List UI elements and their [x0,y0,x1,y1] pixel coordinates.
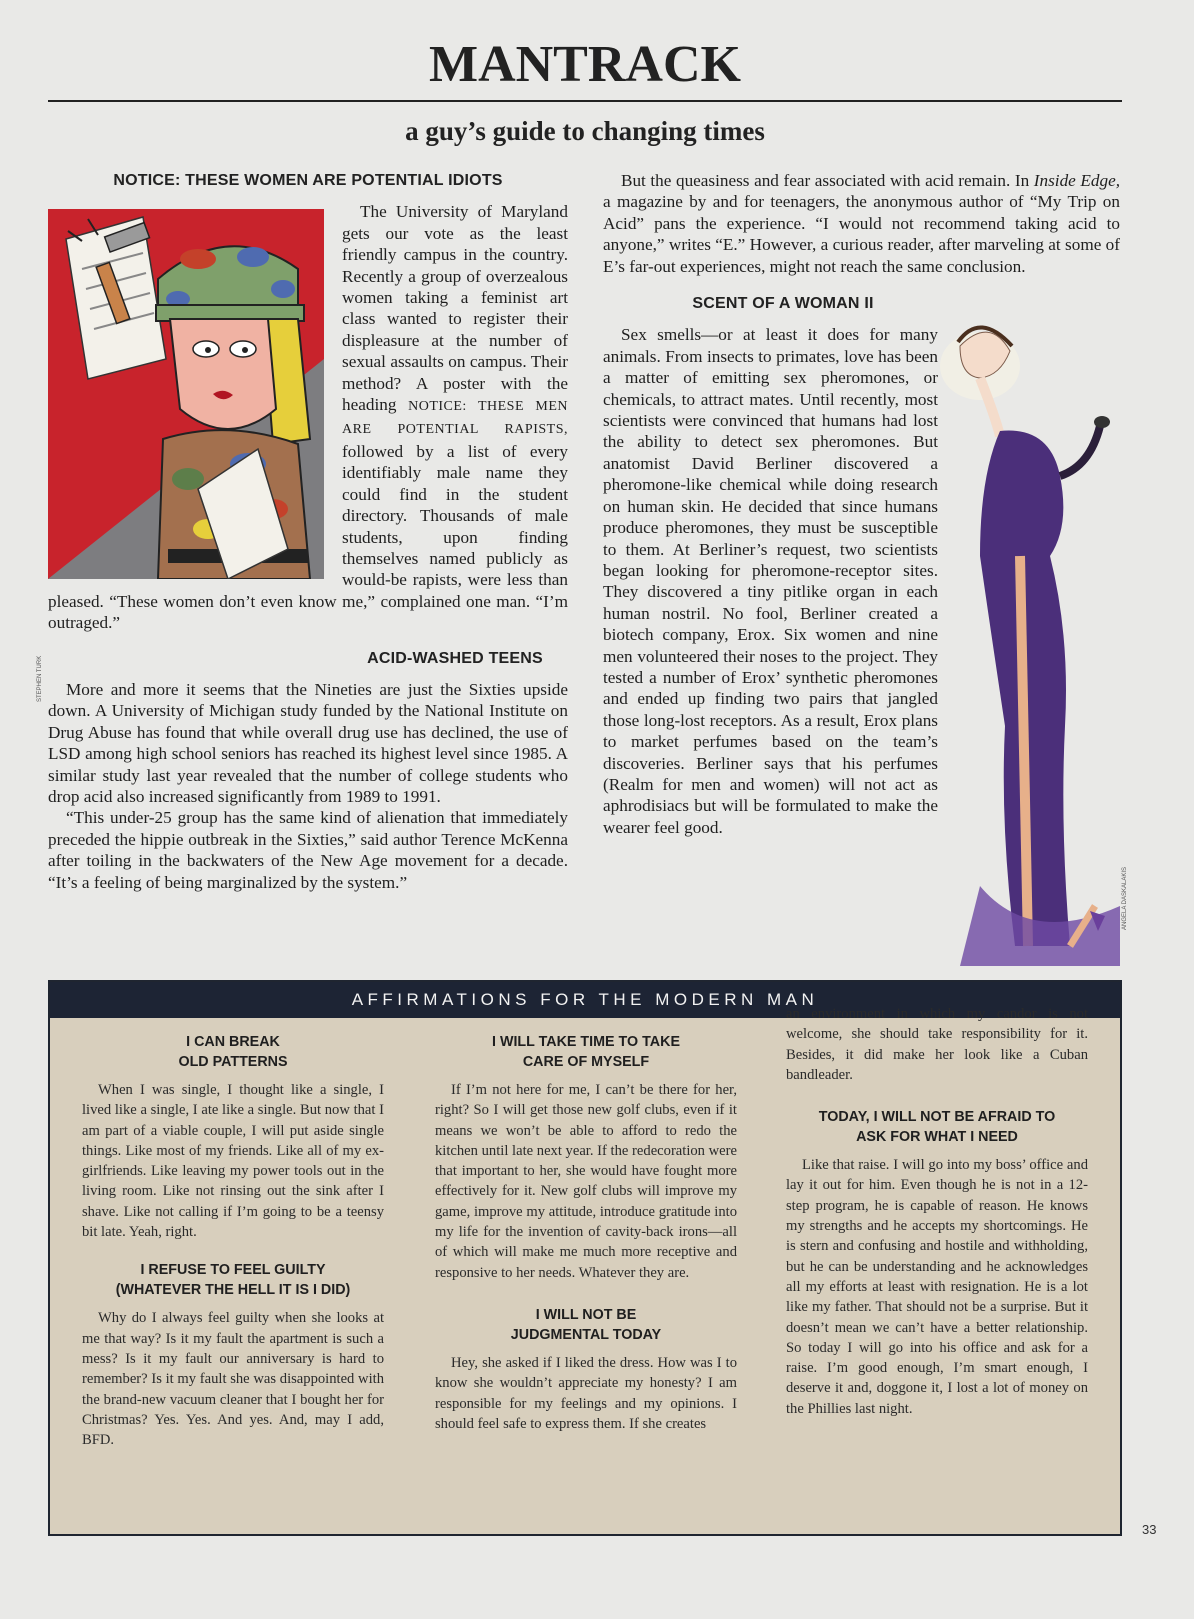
affirmation-heading-1 [82,1032,384,1072]
affirmation-body-5: Like that raise. I will go into my boss’ office and lay it out for him. Even though he is not in a 12-step program, he is capable of reason. He knows my strengths and he accepts my shortcomings. He is stern and confusing and hostile and withholding, but he can be understanding and he acknowledges all my efforts at least with resignation. He is a lot like my father. That should not be a surprise. But it doesn’t mean we can’t have a better relationship. So today I will go into his office and ask for a raise. I’m good enough, I’m smart enough, I deserve it and, doggone it, I lost a lot of money on the Phillies last night. [786,1157,1088,1417]
acid-text-b: a magazine by and for teenagers, the anonymous author of “My Trip on Acid” pans the experience. “I would not recommend taking acid to anyone,” writes “E.” However, a curious reader, after marveling at some of E’s far-out experiences, might not reach the same conclusion. [603,192,1120,276]
affirmation-heading-1-line2: OLD PATTERNS [178,1054,288,1070]
acid-paragraph-3 [603,170,1120,277]
affirmation-heading-3-line1: I WILL TAKE TIME TO TAKE [492,1034,680,1050]
inside-edge-title: Inside Edge, [1033,171,1120,190]
masthead [48,36,1122,147]
affirmation-heading-5 [786,1107,1088,1147]
acid-paragraph-2: “This under-25 group has the same kind of alienation that immediately preceded the hippie outbreak in the Sixties,” said author Terence McKenna after toiling in the backwaters of the New Age movement for a decade. “It’s a feeling of being marginalized by the system.” [48,808,568,892]
affirmations-banner: AFFIRMATIONS FOR THE MODERN MAN [50,982,1120,1018]
affirmation-heading-5-line1: TODAY, I WILL NOT BE AFRAID TO [818,1109,1056,1126]
affirmation-heading-1-line1: I CAN BREAK [186,1034,280,1050]
left-column [48,170,568,893]
notice-poster-heading: NOTICE: THESE MEN ARE POTENTIAL RAPISTS, [342,399,569,438]
poster-woman-illustration [48,209,324,579]
acid-paragraph-1: More and more it seems that the Nineties are just the Sixties upside down. A University of Michigan study funded by the National Institute on Drug Abuse has found that while overall drug use has declined, the use of LSD among high school seniors has reached its highest level since 1985. A similar study last year revealed that the number of college students who drop acid also increased significantly from 1989 to 1991. [48,679,568,806]
affirmation-heading-2-line1: I REFUSE TO FEEL GUILTY [140,1262,326,1279]
affirmation-body-4b: an environment in which my candor is not welcome, she should take responsibility for it. Besides, it did make her look like a Cuban bandleader. [786,1006,1088,1083]
scent-paragraph: Sex smells—or at least it does for many animals. From insects to primates, love has been a matter of emitting sex pheromones, or chemicals, to attract mates. Until recently, most scientists were convinced that humans had lost the ability to detect sex pheromones. But anatomist David Berliner discovered a pheromone-like chemical while doing research on human skin. He decided that since humans produce pheromones, they must be susceptible to them. At Berliner’s request, two scientists began looking for pheromone-receptor sites. They discovered a tiny pitlike organ in each human nostril. No fool, Berliner created a biotech company, Erox. Six women and nine men volunteered their noses to the project. They tested a number of Erox’ synthetic pheromones and ended up finding two pairs that jangled those long-lost receptors. As a result, Erox plans to market perfumes based on the team’s discoveries. Berliner says that his perfumes (Realm for men and women) will not act as aphrodisiacs but will be formulated to make the wearer feel good. [603,325,938,837]
page-number: 33 [1142,1522,1157,1537]
affirmation-body-1: When I was single, I thought like a single, I lived like a single, I ate like a single. But now that I am part of a viable couple, I will put aside single things. Like most of my friends. Like all of my ex-girlfriends. Like leaving my power tools out in the living room. Like not rinsing out the sink after I shave. Like not calling if I’m going to be a teensy bit late. Yeah, right. [82,1082,384,1241]
affirmations-column-2 [435,1032,737,1434]
affirmation-heading-5-line2: ASK FOR WHAT I NEED [856,1129,1018,1146]
affirmation-heading-3-line2: CARE OF MYSELF [522,1054,650,1070]
affirmation-body-4a: Hey, she asked if I liked the dress. How was I to know she wouldn’t appreciate my honesty? I am responsible for my feelings and my opinions. I should feel safe to express them. If she creates [435,1354,737,1432]
magazine-section-title: MANTRACK [429,36,741,93]
illustration-credit-right: ANGELA DASKALAKIS [1122,866,1128,930]
affirmation-body-2: Why do I always feel guilty when she looks at me that way? Is it my fault the apartment is such a mess? Is it my fault our anniversary is hard to remember? Is it my fault she was disappointed with the brand-new vacuum cleaner that I bought her for Christmas? Yes. Yes. And yes. And, may I add, BFD. [82,1310,384,1449]
affirmation-body-3: If I’m not here for me, I can’t be there for her, right? So I will get those new golf clubs, even if it means we won’t be able to afford to redo the kitchen until late next year. If the redecoration were that important to her, she would have fought more effectively for it. New golf clubs will improve my game, improve my attitude, introduce gratitude into my life for the invention of cavity-back irons—all of which will make me much more receptive and responsive to her needs. Whatever they are. [435,1082,737,1281]
affirmations-column-3 [786,1004,1088,1419]
affirmation-heading-2-line2: (WHATEVER THE HELL IT IS I DID) [115,1282,351,1299]
affirmation-heading-4-line1: I WILL NOT BE [535,1306,637,1323]
article-heading-scent: SCENT OF A WOMAN II [692,295,874,313]
article-heading-notice: NOTICE: THESE WOMEN ARE POTENTIAL IDIOTS [113,172,503,189]
affirmation-heading-3 [435,1032,737,1072]
affirmation-heading-2 [82,1260,384,1300]
affirmations-column-1 [82,1032,384,1450]
acid-text-a: But the queasiness and fear associated with acid remain. In [621,171,1030,190]
affirmation-heading-4 [435,1305,737,1345]
article-heading-acid: ACID-WASHED TEENS [367,649,543,667]
title-rule [48,100,1122,102]
illustration-credit-left: STEPHEN TURK [37,655,43,702]
notice-text-b: followed by a list of every identifiably male name they could find in the student directory. Thousands of male students, upon finding themselves named publicly as would-be rapists, were less than pleased. “These women don’t even know me,” complained one man. “I’m outraged.” [48,441,568,633]
notice-text-a: The University of Maryland gets our vote as the least friendly campus in the country. Recently a group of overzealous women taking a feminist art class wanted to register their displeasure at the number of sexual assaults on campus. Their method? A poster with the heading [342,202,568,415]
section-subtitle: a guy’s guide to changing times [405,116,765,146]
construction-worker-illustration [48,209,324,579]
affirmation-heading-4-line2: JUDGMENTAL TODAY [510,1326,662,1343]
affirmations-box [48,980,1122,1536]
